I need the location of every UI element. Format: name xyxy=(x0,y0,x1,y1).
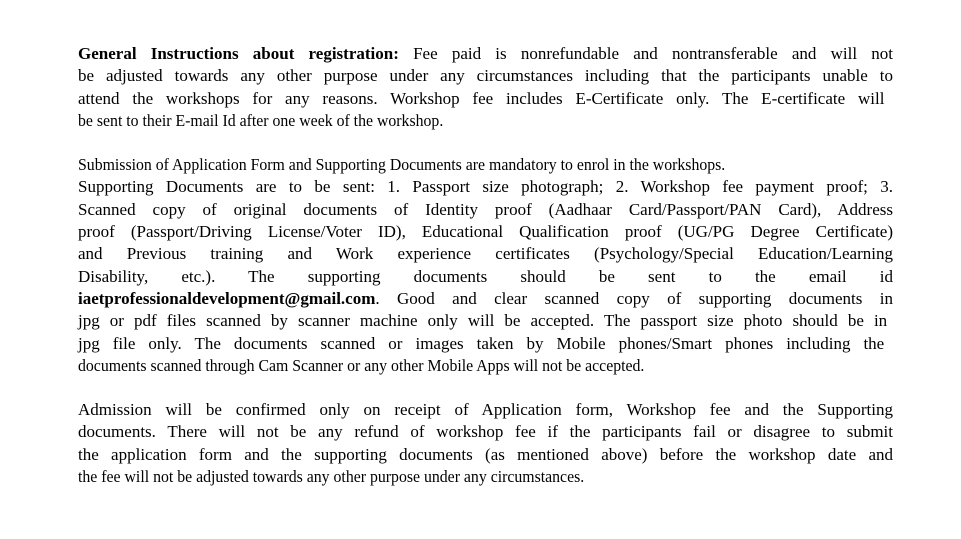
paragraph-supporting-documents xyxy=(78,154,893,377)
line-text: the application form and the supporting documents (as mentioned above) before the workshop date and xyxy=(78,444,893,464)
text-line xyxy=(78,466,836,488)
text-line xyxy=(78,444,893,466)
text-line xyxy=(78,88,893,110)
line-text: proof (Passport/Driving License/Voter ID), Educational Qualification proof (UG/PG Degree Certificate) xyxy=(78,222,893,242)
line-text: Disability, etc.). The supporting documents should be sent to the email id xyxy=(78,266,893,286)
line-text: documents. There will not be any refund of workshop fee if the participants fail or disagree to submit xyxy=(78,422,893,442)
paragraph-admission xyxy=(78,399,893,488)
text-line xyxy=(78,221,893,243)
line-text: Submission of Application Form and Supporting Documents are mandatory to enrol in the workshops. xyxy=(78,155,726,175)
text-line xyxy=(78,333,893,355)
text-line xyxy=(78,355,836,377)
text-line xyxy=(78,310,893,332)
section-heading: General Instructions about registration: xyxy=(78,44,399,63)
line-text: Scanned copy of original documents of Identity proof (Aadhaar Card/Passport/PAN Card), Address xyxy=(78,199,893,219)
email-address[interactable]: iaetprofessionaldevelopment@gmail.com xyxy=(78,288,376,308)
text-line xyxy=(78,199,893,221)
text-line xyxy=(78,421,893,443)
text-line xyxy=(78,266,893,288)
line-text: jpg or pdf files scanned by scanner machine only will be accepted. The passport size photo should be in xyxy=(78,311,888,331)
text-line xyxy=(78,110,836,132)
text-line xyxy=(78,243,893,265)
registration-instructions-document xyxy=(78,43,893,510)
line-text: documents scanned through Cam Scanner or any other Mobile Apps will not be accepted. xyxy=(78,355,645,375)
line-text: be adjusted towards any other purpose under any circumstances including that the participants unable to xyxy=(78,66,893,86)
line-text: jpg file only. The documents scanned or images taken by Mobile phones/Smart phones including the xyxy=(78,333,885,353)
line-text: attend the workshops for any reasons. Workshop fee includes E-Certificate only. The E-certificate will xyxy=(78,88,885,108)
line-text: the fee will not be adjusted towards any other purpose under any circumstances. xyxy=(78,467,585,487)
text-line xyxy=(78,288,893,310)
paragraph-general-instructions xyxy=(78,43,893,132)
line-text: . Good and clear scanned copy of supporting documents in xyxy=(375,288,893,308)
text-line xyxy=(78,43,893,65)
text-line xyxy=(78,154,836,176)
text-line xyxy=(78,399,893,421)
line-text: Fee paid is nonrefundable and nontransferable and will not xyxy=(398,44,893,63)
line-text: and Previous training and Work experience certificates (Psychology/Special Education/Learning xyxy=(78,244,893,264)
line-text: Supporting Documents are to be sent: 1. Passport size photograph; 2. Workshop fee payment proof; 3. xyxy=(78,177,893,197)
text-line xyxy=(78,65,893,87)
line-text: be sent to their E-mail Id after one week of the workshop. xyxy=(78,110,444,130)
line-text: Admission will be confirmed only on receipt of Application form, Workshop fee and the Supporting xyxy=(78,400,893,420)
text-line xyxy=(78,176,893,198)
